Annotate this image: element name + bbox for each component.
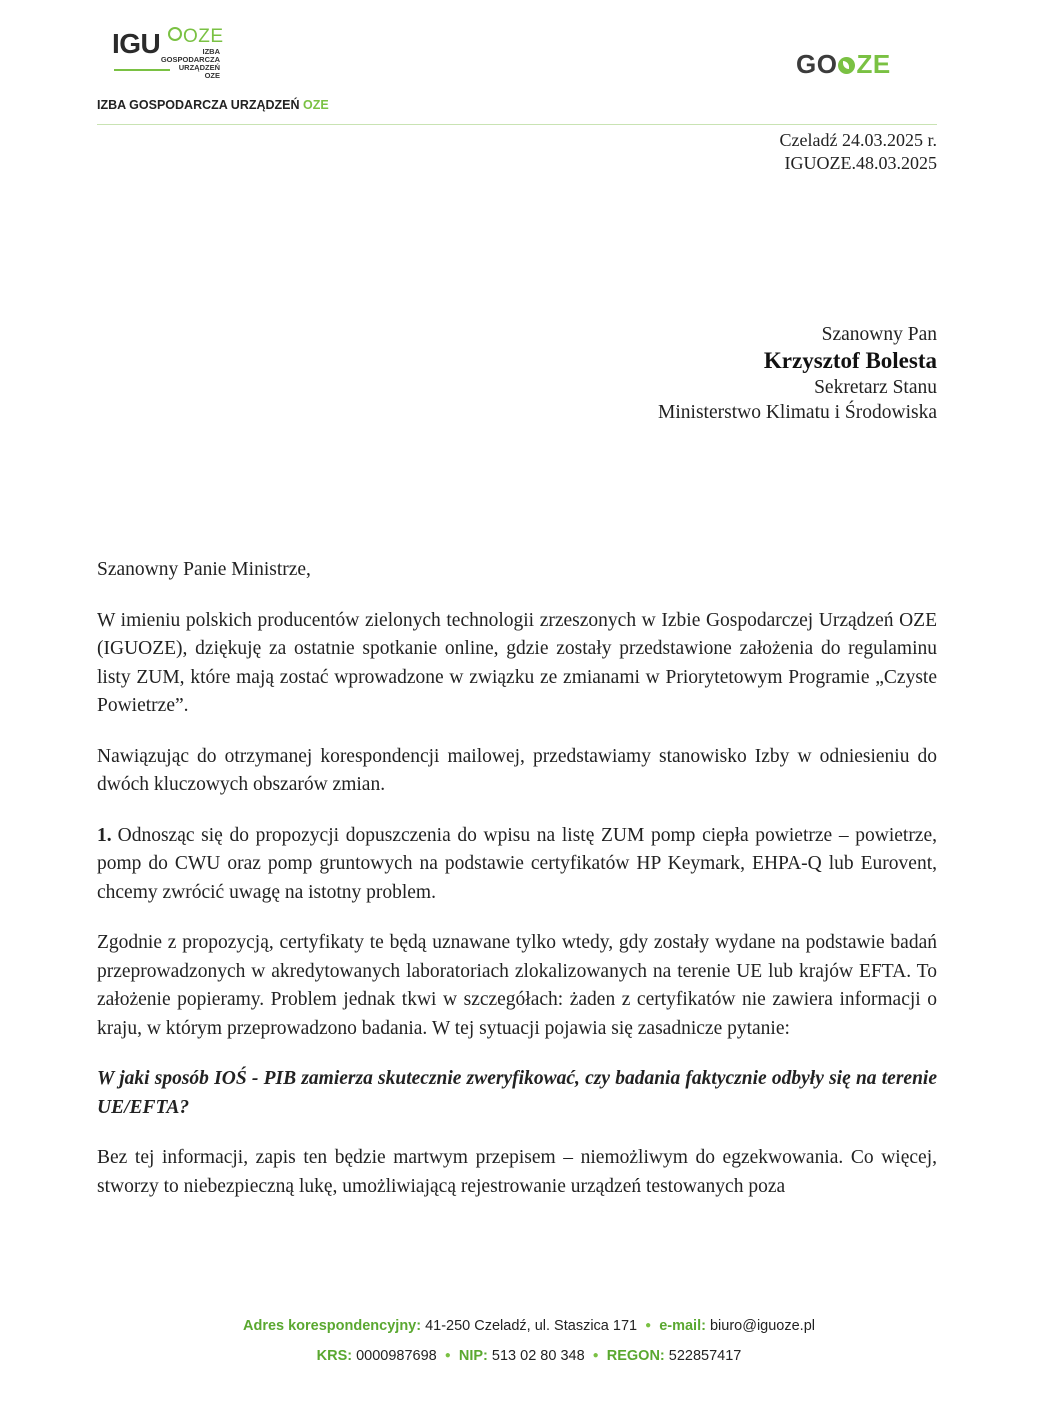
leaf-icon [838, 57, 855, 74]
paragraph-3-text: Odnosząc się do propozycji dopuszczenia do wpisu na listę ZUM pomp ciepła powietrze – powietrze, pomp do CWU oraz pomp gruntowych na podstawie certyfikatów HP Keymark, EHPA-Q lub Eurovent, chcemy zwrócić uwagę na istotny problem. [97, 824, 937, 903]
organization-name: IZBA GOSPODARCZA URZĄDZEŃ OZE [97, 98, 329, 112]
footer-address-line [0, 1318, 1058, 1334]
logo-igu-text: IGU [112, 28, 161, 59]
footer-registry-line [0, 1348, 1058, 1364]
address-value: 41-250 Czeladź, ul. Staszica 171 [425, 1318, 638, 1334]
greeting: Szanowny Panie Ministrze, [97, 559, 311, 580]
logo-underline [114, 69, 170, 71]
separator-dot-icon: ● [645, 1320, 652, 1331]
paragraph-1: W imieniu polskich producentów zielonych technologii zrzeszonych w Izbie Gospodarczej Urządzeń OZE (IGUOZE), dziękuję za ostatnie spotkanie online, gdzie zostały przedstawione założenia do regulaminu listy ZUM, które mają zostać wprowadzone w związku ze zmianami w Priorytetowym Programie „Czyste Powietrze”. [97, 609, 937, 716]
recipient-institution: Ministerstwo Klimatu i Środowiska [658, 402, 937, 423]
recipient-name: Krzysztof Bolesta [763, 348, 937, 373]
paragraph-5: Bez tej informacji, zapis ten będzie martwym przepisem – niemożliwym do egzekwowania. Co więcej, stworzy to niebezpieczną lukę, umożliwiającą rejestrowanie urządzeń testowanych poza [97, 1147, 937, 1197]
separator-dot-icon: ● [444, 1350, 451, 1361]
point-number: 1. [97, 824, 112, 846]
paragraph-4: Zgodnie z propozycją, certyfikaty te będą uznawane tylko wtedy, gdy zostały wydane na podstawie badań przeprowadzonych w akredytowanych laboratoriach zlokalizowanych na terenie UE lub krajów EFTA. To założenie popieramy. Problem jednak tkwi w szczegółach: żaden z certyfikatów nie zawiera informacji o kraju, w którym przeprowadzono badania. W tej sytuacji pojawia się zasadnicze pytanie: [97, 932, 937, 1039]
iguoze-logo [112, 26, 232, 86]
krs-value: 0000987698 [356, 1348, 437, 1364]
regon-value: 522857417 [668, 1348, 742, 1364]
place-date: Czeladź 24.03.2025 r. [779, 130, 937, 150]
email-value[interactable]: biuro@iguoze.pl [709, 1318, 815, 1334]
regon-label: REGON: [606, 1348, 665, 1364]
recipient-position: Sekretarz Stanu [814, 377, 937, 398]
reference-number: IGUOZE.48.03.2025 [784, 153, 937, 173]
email-label: e-mail: [659, 1318, 706, 1334]
logo-subtitle: IZBA GOSPODARCZA URZĄDZEŃ OZE [160, 47, 220, 80]
date-reference-block [780, 129, 937, 175]
nip-label: NIP: [458, 1348, 488, 1364]
krs-label: KRS: [316, 1348, 353, 1364]
recipient-block [658, 322, 937, 425]
letter-body [97, 556, 937, 1223]
separator-dot-icon: ● [592, 1350, 599, 1361]
paragraph-3 [97, 822, 937, 908]
gooze-logo: GO ZE [796, 49, 891, 79]
header-divider [97, 124, 937, 125]
ring-icon [168, 27, 182, 41]
logo-oze-text: OZE [168, 26, 224, 48]
key-question: W jaki sposób IOŚ - PIB zamierza skutecznie zweryfikować, czy badania faktycznie odbyły się na terenie UE/EFTA? [97, 1068, 937, 1118]
address-label: Adres korespondencyjny: [242, 1318, 422, 1334]
paragraph-2: Nawiązując do otrzymanej korespondencji mailowej, przedstawiamy stanowisko Izby w odniesieniu do dwóch kluczowych obszarów zmian. [97, 745, 937, 795]
recipient-salutation: Szanowny Pan [821, 324, 937, 345]
nip-value: 513 02 80 348 [491, 1348, 585, 1364]
